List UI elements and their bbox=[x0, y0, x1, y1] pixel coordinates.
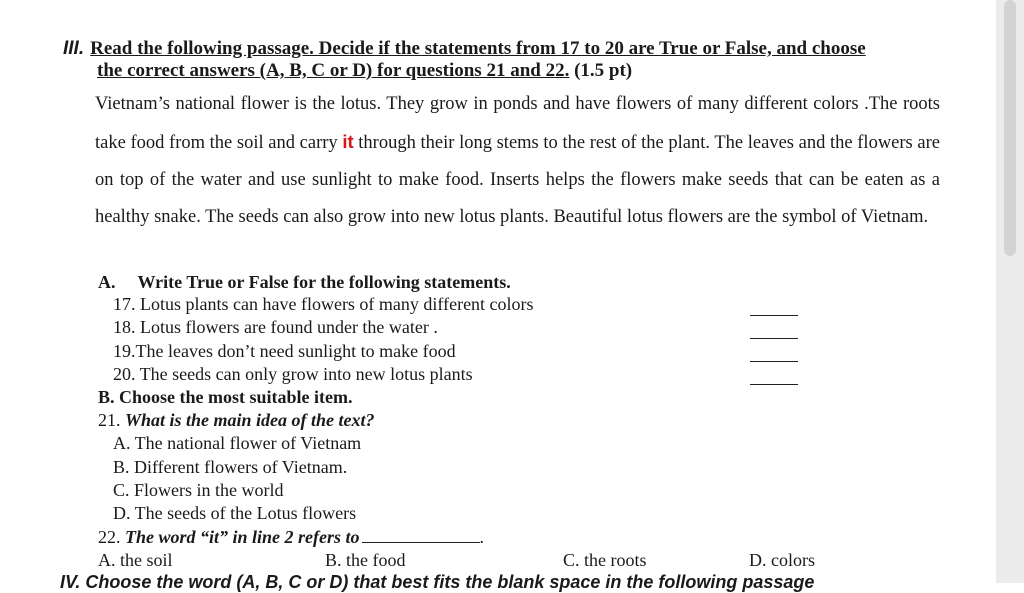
passage-text-1: Vietnam’s national flower is the lotus. They grow in ponds and have flowers of many different colors .The roots take food from the soil and carry bbox=[95, 94, 940, 153]
section-number: III. bbox=[63, 38, 85, 59]
part-a-label: A. bbox=[98, 272, 116, 292]
question-21 bbox=[98, 409, 375, 431]
q22-option-a[interactable]: A. the soil bbox=[98, 550, 173, 570]
question-21-text: What is the main idea of the text? bbox=[125, 410, 375, 430]
q21-option-c[interactable]: C. Flowers in the world bbox=[113, 480, 284, 500]
scrollbar-thumb[interactable] bbox=[1004, 0, 1016, 256]
part-a-title: Write True or False for the following statements. bbox=[137, 272, 511, 292]
question-22-blank[interactable] bbox=[362, 528, 480, 543]
passage-highlight: it bbox=[342, 131, 354, 152]
question-22 bbox=[98, 526, 484, 548]
statement-19: 19.The leaves don’t need sunlight to make food bbox=[113, 341, 456, 361]
statement-17: 17. Lotus plants can have flowers of many different colors bbox=[113, 294, 534, 314]
answer-blank-20[interactable] bbox=[750, 384, 798, 385]
answer-blank-19[interactable] bbox=[750, 361, 798, 362]
reading-passage bbox=[95, 86, 940, 236]
part-b-title: B. Choose the most suitable item. bbox=[98, 387, 353, 407]
q22-option-d[interactable]: D. colors bbox=[749, 550, 815, 570]
answer-blank-18[interactable] bbox=[750, 338, 798, 339]
section-title-line2: the correct answers (A, B, C or D) for questions 21 and 22. bbox=[97, 60, 570, 81]
question-21-number: 21. bbox=[98, 410, 121, 430]
part-a-heading bbox=[98, 271, 511, 293]
statement-20: 20. The seeds can only grow into new lotus plants bbox=[113, 364, 473, 384]
section-points: (1.5 pt) bbox=[569, 60, 633, 81]
q22-option-b[interactable]: B. the food bbox=[325, 550, 406, 570]
section-title-line1: Read the following passage. Decide if the statements from 17 to 20 are True or False, and choose bbox=[90, 38, 866, 59]
q21-option-a[interactable]: A. The national flower of Vietnam bbox=[113, 433, 362, 453]
q21-option-b[interactable]: B. Different flowers of Vietnam. bbox=[113, 457, 348, 477]
answer-blank-17[interactable] bbox=[750, 315, 798, 316]
question-22-number: 22. bbox=[98, 527, 121, 547]
q21-option-d[interactable]: D. The seeds of the Lotus flowers bbox=[113, 503, 357, 523]
question-22-text: The word “it” in line 2 refers to bbox=[125, 527, 360, 547]
question-22-end: . bbox=[479, 527, 485, 547]
statement-18: 18. Lotus flowers are found under the water . bbox=[113, 317, 438, 337]
section-heading bbox=[63, 36, 866, 81]
next-section-heading: IV. Choose the word (A, B, C or D) that best fits the blank space in the following passage bbox=[60, 572, 815, 592]
q22-option-c[interactable]: C. the roots bbox=[563, 550, 647, 570]
scrollbar[interactable] bbox=[996, 0, 1024, 583]
passage-text-2: through their long stems to the rest of the plant. The leaves and the flowers are on top of the water and use sunlight to make food. Inserts helps the flowers make seeds that can be eaten as a healthy snake. The seeds can also grow into new lotus plants. Beautiful lotus flowers are the symbol of Vietnam. bbox=[95, 133, 940, 227]
